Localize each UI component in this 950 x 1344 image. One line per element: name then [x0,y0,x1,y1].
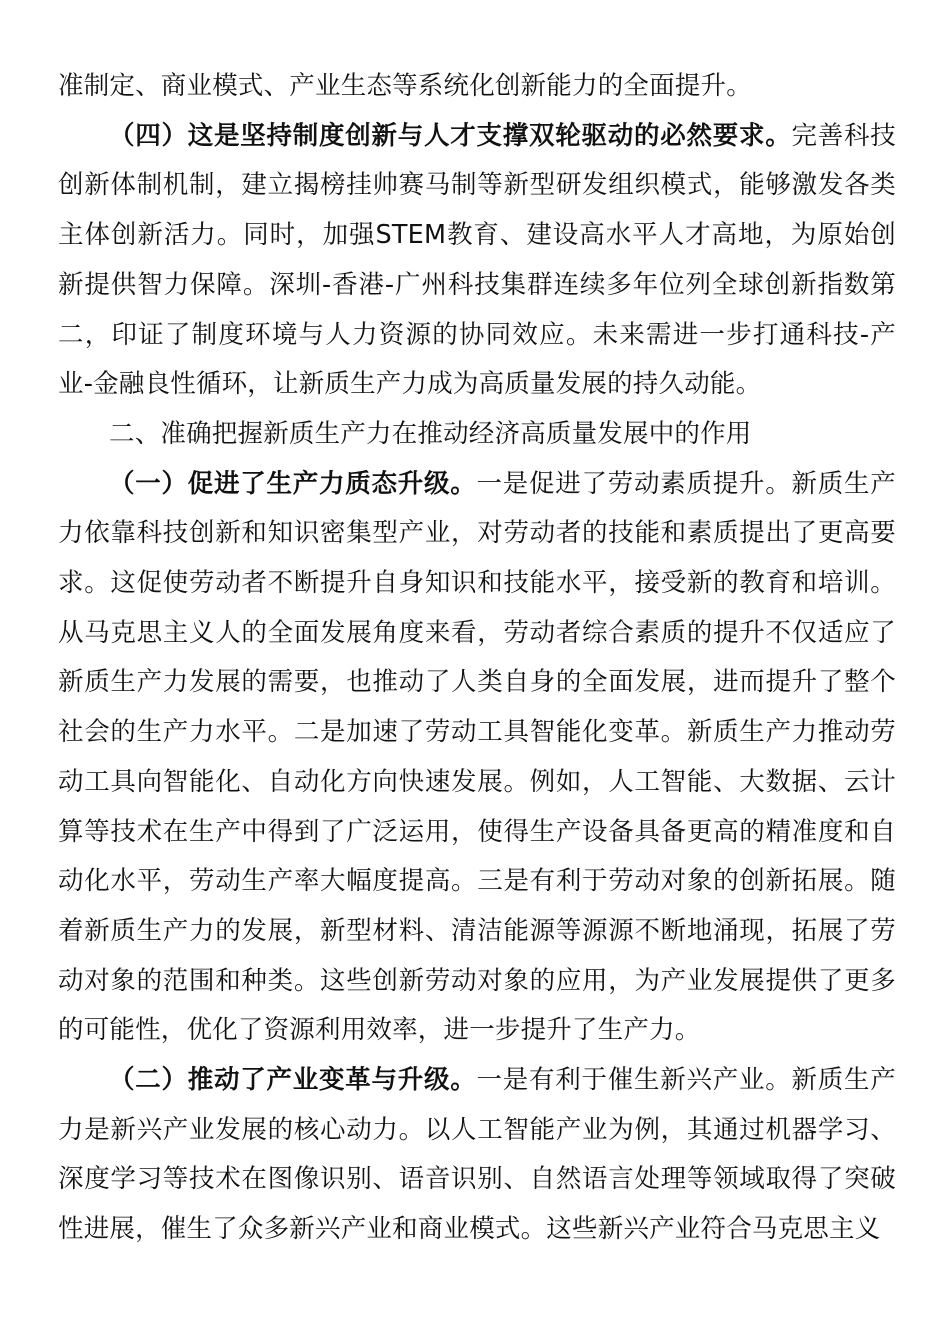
paragraph-text: 完善科技创新体制机制，建立揭榜挂帅赛马制等新型研发组织模式，能够激发各类主体创新活力。同时，加强STEM教育、建设高水平人才高地，为原始创新提供智力保障。深圳-香港-广州科技集群连续多年位列全球创新指数第二，印证了制度环境与人力资源的协同效应。未来需进一步打通科技-产业-金融良性循环，让新质生产力成为高质量发展的持久动能。 [58,120,897,400]
section-heading-2: 二、准确把握新质生产力在推动经济高质量发展中的作用 [109,418,752,449]
paragraph-lead-heading: （二）推动了产业变革与升级。 [109,1065,477,1096]
paragraph-text: 准制定、商业模式、产业生态等系统化创新能力的全面提升。 [58,71,752,101]
paragraph-lead-heading: （一）促进了生产力质态升级。 [109,468,477,499]
paragraph-text: 一是促进了劳动素质提升。新质生产力依靠科技创新和知识密集型产业，对劳动者的技能和素质提出了更高要求。这促使劳动者不断提升自身知识和技能水平，接受新的教育和培训。从马克思主义人的全面发展角度来看，劳动者综合素质的提升不仅适应了新质生产力发展的需要，也推动了人类自身的全面发展，进而提升了整个社会的生产力水平。二是加速了劳动工具智能化变革。新质生产力推动劳动工具向智能化、自动化方向快速发展。例如，人工智能、大数据、云计算等技术在生产中得到了广泛运用，使得生产设备具备更高的精准度和自动化水平，劳动生产率大幅度提高。三是有利于劳动对象的创新拓展。随着新质生产力的发展，新型材料、清洁能源等源源不断地涌现，拓展了劳动对象的范围和种类。这些创新劳动对象的应用，为产业发展提供了更多的可能性，优化了资源利用效率，进一步提升了生产力。 [58,468,897,1046]
paragraph-subsection-2 [58,1056,896,1255]
paragraph-text: 一是有利于催生新兴产业。新质生产力是新兴产业发展的核心动力。以人工智能产业为例，其通过机器学习、深度学习等技术在图像识别、语音识别、自然语言处理等领域取得了突破性进展，催生了众多新兴产业和商业模式。这些新兴产业符合马克思主义 [58,1065,897,1245]
paragraph-subsection-1 [58,460,896,1056]
paragraph-continuation [58,62,896,112]
paragraph-lead-heading: （四）这是坚持制度创新与人才支撑双轮驱动的必然要求。 [109,120,792,151]
paragraph-section-4 [58,112,896,410]
document-page [58,62,896,1255]
